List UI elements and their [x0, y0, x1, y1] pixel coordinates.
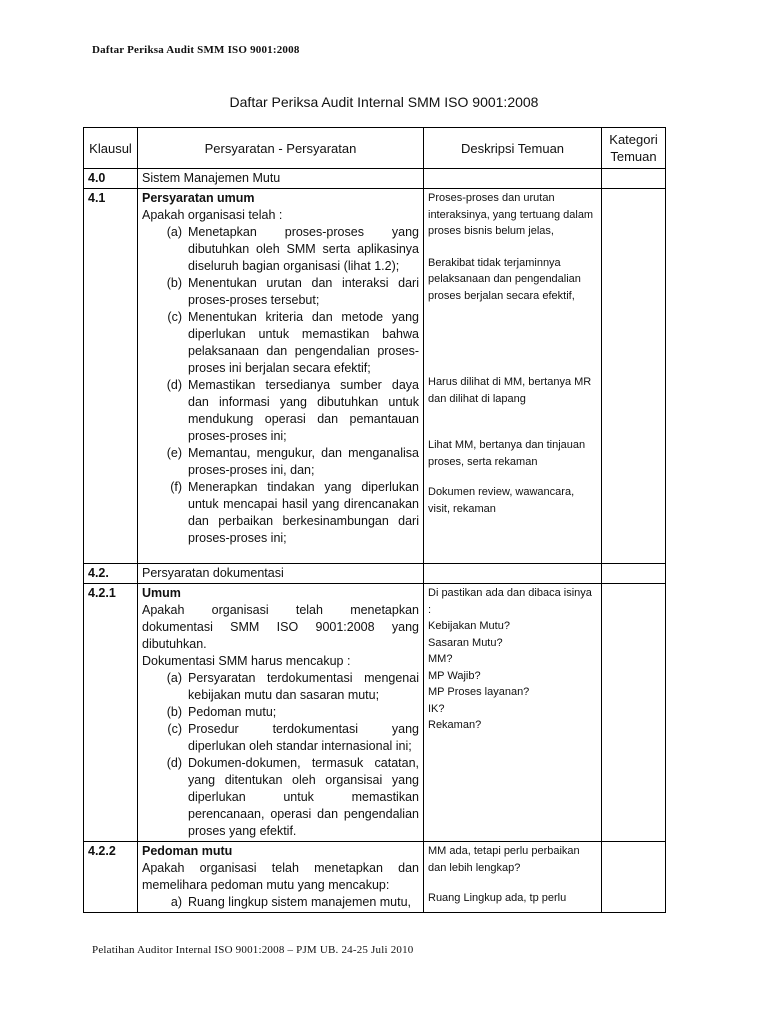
klausul-cell: 4.0	[84, 169, 138, 189]
finding-note: Proses-proses dan urutan interaksinya, yang tertuang dalam proses bisnis belum jelas,	[428, 192, 594, 237]
column-header-deskripsi: Deskripsi Temuan	[424, 128, 602, 169]
kategori-cell	[602, 584, 666, 842]
list-item: (a) Menetapkan proses-proses yang dibutuhkan oleh SMM serta aplikasinya diseluruh bagian organisasi (lihat 1.2);	[166, 225, 419, 273]
kategori-cell	[602, 564, 666, 584]
finding-note: MP Wajib?	[428, 669, 481, 682]
section-heading: Persyaratan dokumentasi	[142, 566, 284, 580]
table-header-row	[84, 128, 666, 169]
finding-note: Berakibat tidak terjaminnya pelaksanaan dan pengendalian proses berjalan secara efektif,	[428, 256, 581, 302]
finding-note: MP Proses layanan?	[428, 686, 530, 698]
requirement-list	[142, 224, 419, 547]
list-item: (d) Dokumen-dokumen, termasuk catatan, yang ditentukan oleh organsisai yang diperlukan untuk memastikan perencanaan, operasi dan pengendalian proses yang efektif.	[166, 756, 419, 838]
column-header-persyaratan: Persyaratan - Persyaratan	[138, 128, 424, 169]
requirement-list	[142, 670, 419, 840]
list-item: a) Ruang lingkup sistem manajemen mutu,	[170, 895, 412, 909]
kategori-cell	[602, 169, 666, 189]
kategori-cell	[602, 189, 666, 564]
table-row	[84, 584, 666, 842]
deskripsi-cell	[424, 842, 602, 913]
deskripsi-cell	[424, 564, 602, 584]
question-intro: Apakah organisasi telah :	[142, 208, 283, 222]
table-row	[84, 564, 666, 584]
audit-checklist-table	[83, 127, 666, 913]
klausul-cell: 4.2.	[84, 564, 138, 584]
finding-note: Harus dilihat di MM, bertanya MR dan dilihat di lapang	[428, 376, 592, 405]
finding-note: Di pastikan ada dan dibaca isinya :	[428, 587, 592, 616]
section-heading: Persyaratan umum	[142, 191, 255, 205]
finding-note: Rekaman?	[428, 719, 482, 731]
section-heading: Sistem Manajemen Mutu	[142, 171, 281, 185]
page-footer: Pelatihan Auditor Internal ISO 9001:2008 – PJM UB. 24-25 Juli 2010	[92, 944, 414, 956]
persyaratan-cell	[138, 169, 424, 189]
deskripsi-cell	[424, 584, 602, 842]
question-intro: Apakah organisasi telah menetapkan dan memelihara pedoman mutu yang mencakup:	[142, 861, 419, 892]
table-row	[84, 189, 666, 564]
finding-note: Ruang Lingkup ada, tp perlu	[428, 892, 567, 904]
column-header-klausul: Klausul	[84, 128, 138, 169]
list-item: (b) Menentukan urutan dan interaksi dari proses-proses tersebut;	[166, 276, 419, 307]
klausul-cell: 4.2.2	[84, 842, 138, 913]
section-heading: Umum	[142, 586, 181, 600]
finding-note: MM?	[428, 653, 453, 665]
table-row	[84, 169, 666, 189]
finding-note: IK?	[428, 702, 445, 715]
finding-note: Lihat MM, bertanya dan tinjauan proses, serta rekaman	[428, 439, 586, 468]
persyaratan-cell	[138, 564, 424, 584]
finding-note: MM ada, tetapi perlu perbaikan dan lebih lengkap?	[428, 845, 580, 874]
persyaratan-cell	[138, 842, 424, 913]
table-row	[84, 842, 666, 913]
list-item: (c) Menentukan kriteria dan metode yang diperlukan untuk memastikan bahwa pelaksanaan dan pengendalian proses-proses ini berjalan secara efektif;	[167, 310, 419, 375]
finding-note: Dokumen review, wawancara, visit, rekaman	[428, 486, 575, 515]
list-item: (f) Menerapkan tindakan yang diperlukan untuk mencapai hasil yang direncanakan dan perbaikan berkesinambungan dari proses-proses ini;	[170, 480, 419, 545]
document-title: Daftar Periksa Audit Internal SMM ISO 9001:2008	[229, 94, 539, 110]
persyaratan-cell	[138, 584, 424, 842]
section-heading: Pedoman mutu	[142, 844, 233, 858]
klausul-cell: 4.2.1	[84, 584, 138, 842]
klausul-cell: 4.1	[84, 189, 138, 564]
page-header: Daftar Periksa Audit SMM ISO 9001:2008	[92, 44, 300, 56]
deskripsi-cell	[424, 189, 602, 564]
kategori-cell	[602, 842, 666, 913]
question-intro: Apakah organisasi telah menetapkan dokumentasi SMM ISO 9001:2008 yang dibutuhkan.	[142, 603, 419, 651]
list-item: (b) Pedoman mutu;	[166, 705, 277, 719]
list-item: (c) Prosedur terdokumentasi yang diperlukan oleh standar internasional ini;	[167, 722, 419, 753]
requirement-list	[142, 894, 419, 911]
finding-note: Kebijakan Mutu?	[428, 620, 510, 632]
question-intro-2: Dokumentasi SMM harus mencakup :	[142, 654, 351, 668]
finding-note: Sasaran Mutu?	[428, 636, 503, 649]
column-header-kategori: Kategori Temuan	[602, 128, 666, 169]
list-item: (e) Memantau, mengukur, dan menganalisa proses-proses ini, dan;	[166, 446, 419, 477]
list-item: (d) Memastikan tersedianya sumber daya dan informasi yang dibutuhkan untuk mendukung operasi dan pemantauan proses-proses ini;	[166, 378, 419, 443]
deskripsi-cell	[424, 169, 602, 189]
list-item: (a) Persyaratan terdokumentasi mengenai kebijakan mutu dan sasaran mutu;	[166, 671, 419, 702]
persyaratan-cell	[138, 189, 424, 564]
